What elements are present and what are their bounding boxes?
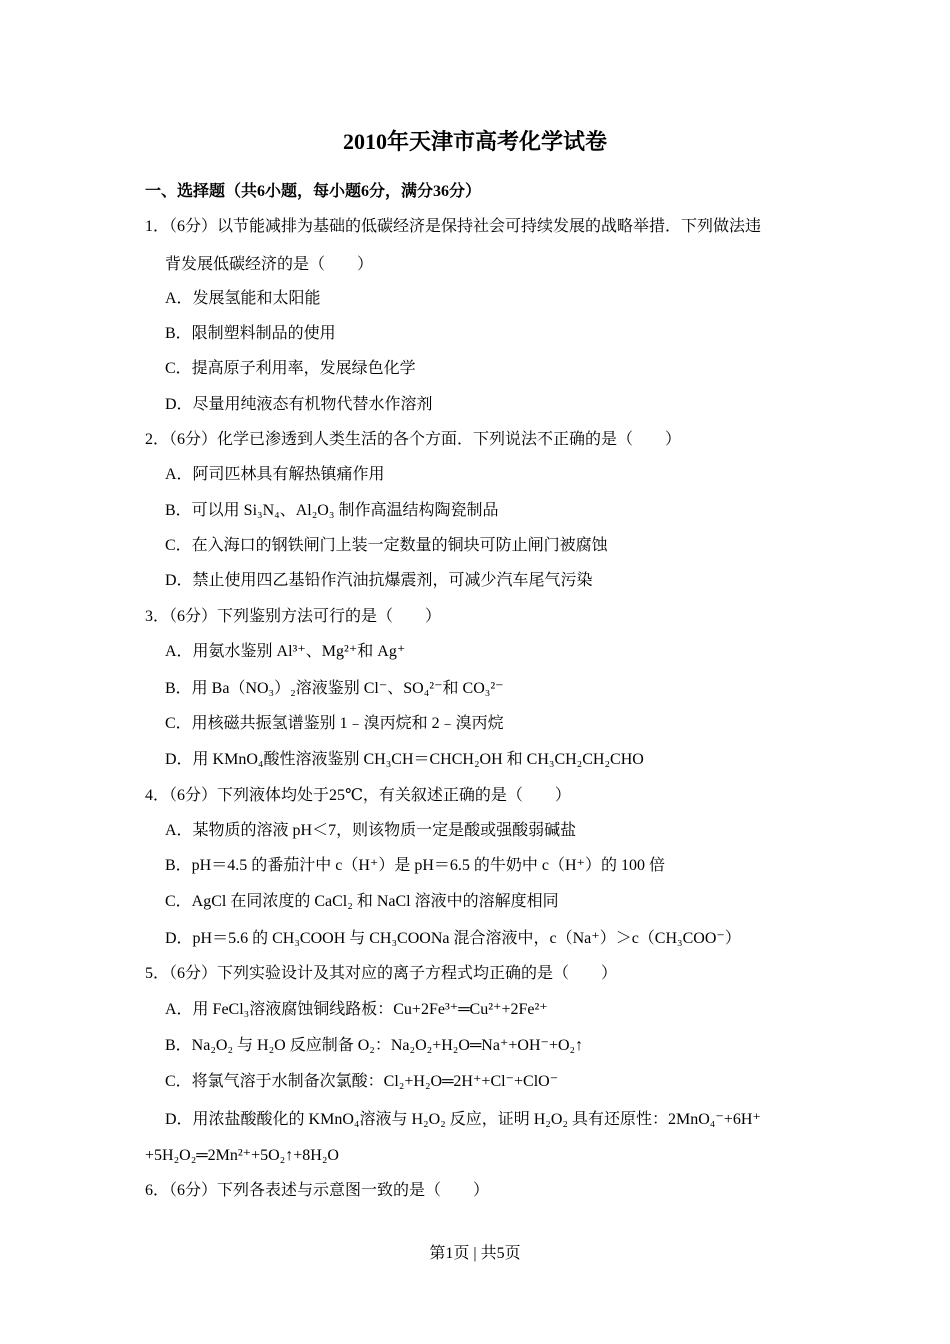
section-heading: 一、选择题（共6小题，每小题6分，满分36分） <box>145 183 482 200</box>
option: A．用 FeCl₃溶液腐蚀铜线路板：Cu+2Fe³⁺═Cu²⁺+2Fe²⁺ <box>165 1001 548 1018</box>
option: D．pH＝5.6 的 CH₃COOH 与 CH₃COONa 混合溶液中，c（Na⁺）＞c（CH₃COO⁻） <box>165 930 741 947</box>
option: A．阿司匹林具有解热镇痛作用 <box>165 466 385 483</box>
option: C．将氯气溶于水制备次氯酸：Cl₂+H₂O═2H⁺+Cl⁻+ClO⁻ <box>165 1073 559 1090</box>
question-stem: 5．（6分）下列实验设计及其对应的离子方程式均正确的是（ ） <box>145 965 618 982</box>
option: D．用 KMnO₄酸性溶液鉴别 CH₃CH＝CHCH₂OH 和 CH₃CH₂CH₂CHO <box>165 751 644 768</box>
page-footer: 第1页 | 共5页 <box>429 1245 521 1262</box>
option: B．限制塑料制品的使用 <box>165 325 336 342</box>
option: D．尽量用纯液态有机物代替水作溶剂 <box>165 396 433 413</box>
option: B．Na₂O₂ 与 H₂O 反应制备 O₂：Na₂O₂+H₂O═Na⁺+OH⁻+O₂↑ <box>165 1037 584 1054</box>
question-stem: 1．（6分）以节能减排为基础的低碳经济是保持社会可持续发展的战略举措．下列做法违 <box>145 218 762 235</box>
option: A．用氨水鉴别 Al³⁺、Mg²⁺和 Ag⁺ <box>165 643 406 660</box>
option: B．pH＝4.5 的番茄汁中 c（H⁺）是 pH＝6.5 的牛奶中 c（H⁺）的 100 倍 <box>165 857 665 874</box>
option: A．某物质的溶液 pH＜7，则该物质一定是酸或强酸弱碱盐 <box>165 822 577 839</box>
question-stem: 3．（6分）下列鉴别方法可行的是（ ） <box>145 608 442 625</box>
option: B．用 Ba（NO₃）₂溶液鉴别 Cl⁻、SO₄²⁻和 CO₃²⁻ <box>165 680 504 697</box>
question-stem-continued: 背发展低碳经济的是（ ） <box>165 256 374 273</box>
question-stem: 4．（6分）下列液体均处于25℃，有关叙述正确的是（ ） <box>145 787 571 804</box>
question-stem: 6．（6分）下列各表述与示意图一致的是（ ） <box>145 1182 490 1199</box>
option: D．用浓盐酸酸化的 KMnO₄溶液与 H₂O₂ 反应，证明 H₂O₂ 具有还原性：2MnO₄⁻+6H⁺ <box>165 1111 761 1128</box>
option-continued: +5H₂O₂═2Mn²⁺+5O₂↑+8H₂O <box>145 1147 339 1164</box>
option: B．可以用 Si₃N₄、Al₂O₃ 制作高温结构陶瓷制品 <box>165 502 499 519</box>
option: D．禁止使用四乙基铅作汽油抗爆震剂，可减少汽车尾气污染 <box>165 572 593 589</box>
option: A．发展氢能和太阳能 <box>165 290 321 307</box>
page-title: 2010年天津市高考化学试卷 <box>342 129 607 154</box>
option: C．提高原子利用率，发展绿色化学 <box>165 360 416 377</box>
option: C．AgCl 在同浓度的 CaCl₂ 和 NaCl 溶液中的溶解度相同 <box>165 893 559 910</box>
option: C．在入海口的钢铁闸门上装一定数量的铜块可防止闸门被腐蚀 <box>165 537 608 554</box>
option: C．用核磁共振氢谱鉴别 1﹣溴丙烷和 2﹣溴丙烷 <box>165 715 504 732</box>
question-stem: 2．（6分）化学已渗透到人类生活的各个方面．下列说法不正确的是（ ） <box>145 431 682 448</box>
